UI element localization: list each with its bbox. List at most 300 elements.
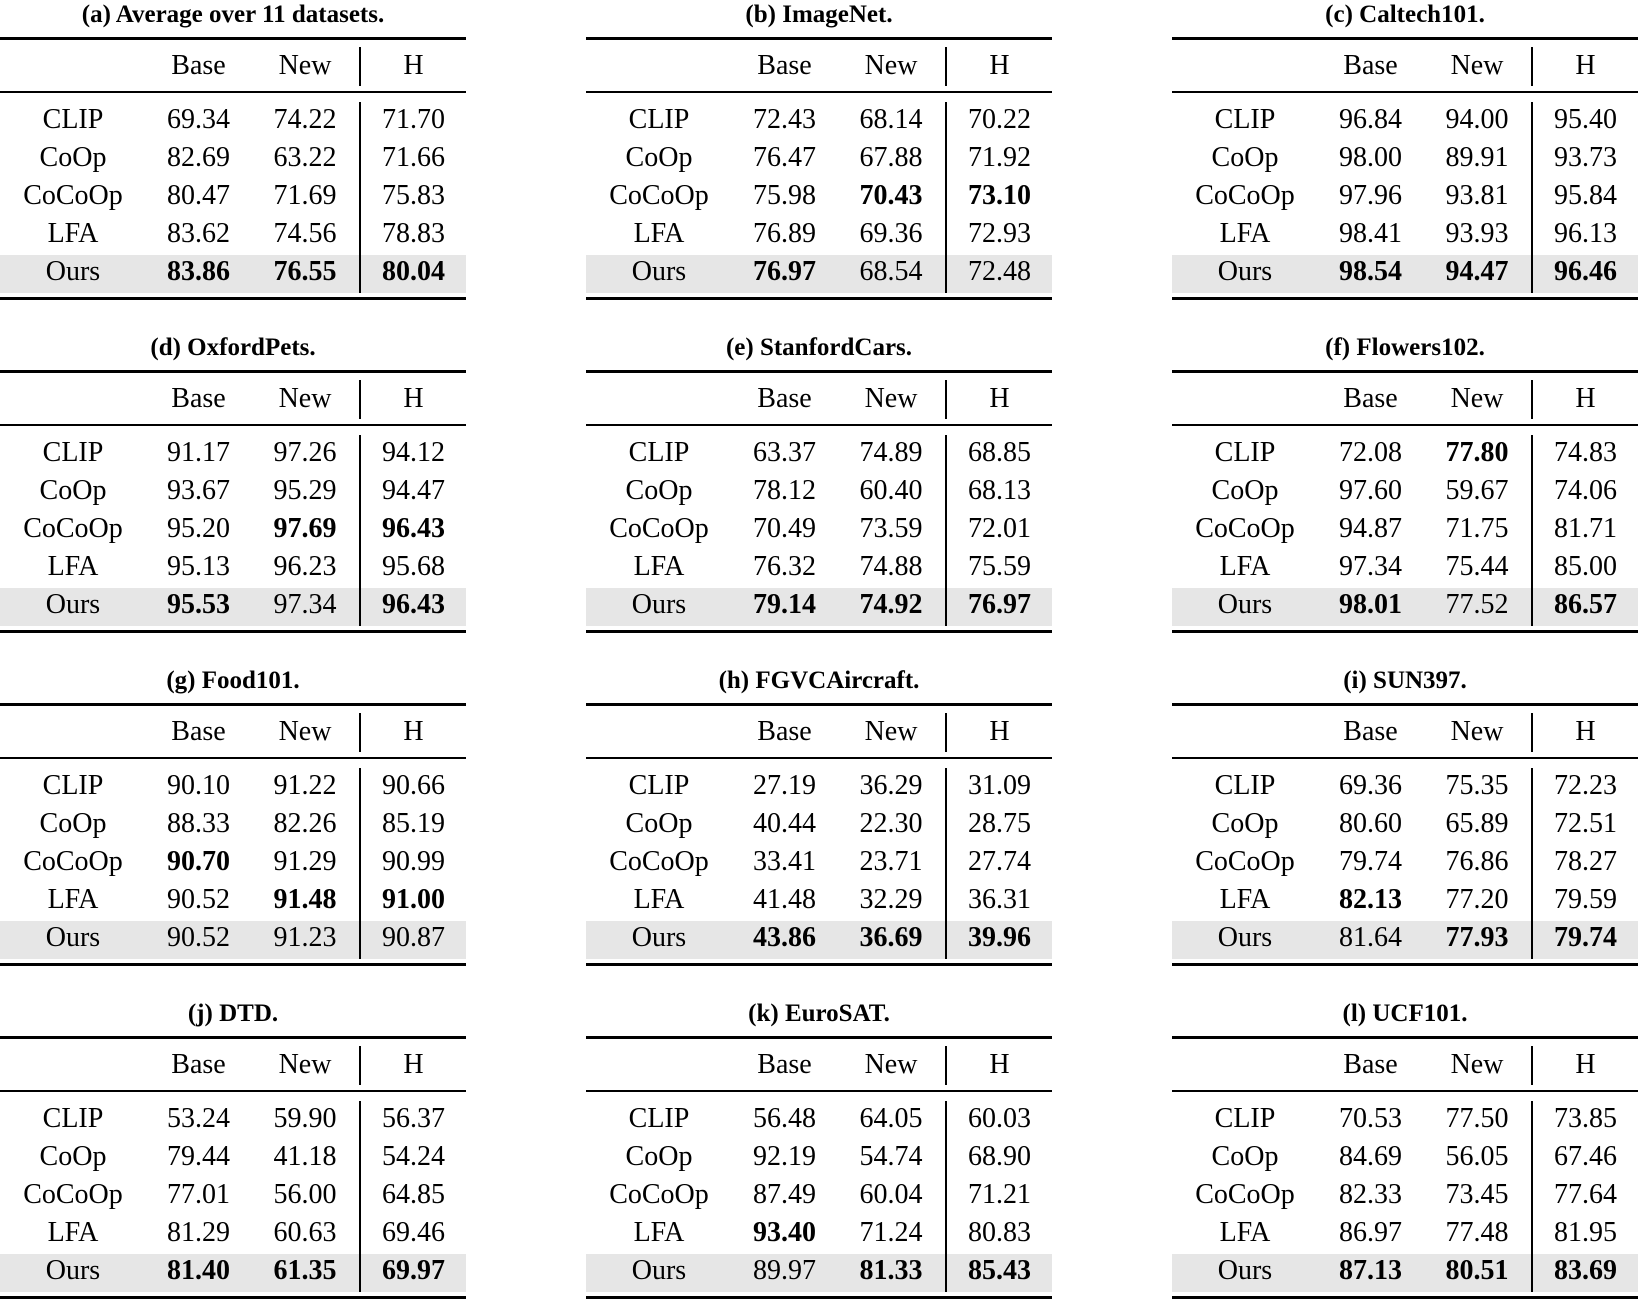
method-name: Ours [45,589,101,620]
score-cell: 91.17 [167,437,230,468]
method-name: CLIP [1214,770,1276,801]
method-name: CLIP [42,104,104,135]
score-cell: 96.23 [273,551,337,582]
score-cell: 90.70 [167,846,230,877]
method-name: CLIP [42,770,104,801]
score-cell: 96.43 [382,589,445,620]
results-table [0,999,466,1315]
score-cell: 68.54 [859,256,923,287]
score-cell: 43.86 [753,922,816,953]
table-caption: (k) EuroSAT. [748,1000,890,1027]
score-cell: 59.67 [1445,475,1509,506]
score-cell: 74.83 [1554,437,1617,468]
method-name: Ours [631,256,687,287]
method-name: CoOp [1211,475,1279,506]
method-name: LFA [47,1217,99,1248]
score-cell: 94.47 [1445,256,1509,287]
score-cell: 36.29 [859,770,923,801]
top-rule [0,370,466,373]
column-header: Base [757,1049,812,1080]
score-cell: 97.60 [1339,475,1402,506]
score-cell: 65.89 [1445,808,1509,839]
table-caption: (g) Food101. [166,667,300,694]
column-header: New [864,383,918,414]
table-caption: (l) UCF101. [1342,1000,1468,1027]
score-cell: 81.71 [1554,513,1617,544]
score-cell: 69.97 [382,1255,445,1286]
method-name: CoCoOp [609,180,709,211]
column-header: New [1450,716,1504,747]
column-header: New [278,1049,332,1080]
top-rule [1172,37,1638,40]
score-cell: 94.00 [1445,104,1509,135]
method-name: Ours [45,256,101,287]
score-cell: 87.13 [1339,1255,1402,1286]
score-cell: 77.01 [167,1179,230,1210]
column-header: New [864,50,918,81]
score-cell: 79.14 [753,589,816,620]
score-cell: 93.81 [1445,180,1509,211]
method-name: CoOp [1211,1141,1279,1172]
score-cell: 97.96 [1339,180,1402,211]
score-cell: 74.22 [273,104,337,135]
score-cell: 77.48 [1445,1217,1509,1248]
score-cell: 56.05 [1445,1141,1509,1172]
column-header: New [864,1049,918,1080]
score-cell: 56.48 [753,1103,816,1134]
score-cell: 76.97 [968,589,1031,620]
score-cell: 60.04 [859,1179,923,1210]
score-cell: 90.99 [382,846,445,877]
results-table [0,333,466,649]
score-cell: 76.97 [753,256,816,287]
score-cell: 86.57 [1554,589,1617,620]
results-table [1172,999,1638,1315]
results-table [586,333,1052,649]
score-cell: 78.12 [753,475,816,506]
results-table [1172,0,1638,316]
score-cell: 53.24 [167,1103,230,1134]
score-cell: 82.26 [273,808,337,839]
score-cell: 89.91 [1445,142,1509,173]
bottom-rule [0,630,466,633]
score-cell: 79.74 [1339,846,1402,877]
column-header: H [1575,50,1596,81]
score-cell: 95.40 [1554,104,1617,135]
method-name: CoOp [1211,808,1279,839]
column-header: New [864,716,918,747]
score-cell: 91.29 [273,846,337,877]
method-name: Ours [631,589,687,620]
score-cell: 67.88 [859,142,923,173]
header-rule [1172,424,1638,426]
score-cell: 73.10 [968,180,1031,211]
score-cell: 68.13 [968,475,1031,506]
score-cell: 77.50 [1445,1103,1509,1134]
score-cell: 72.08 [1339,437,1402,468]
method-name: LFA [47,551,99,582]
method-name: CoCoOp [609,513,709,544]
score-cell: 64.85 [382,1179,445,1210]
header-rule [0,91,466,93]
score-cell: 39.96 [968,922,1031,953]
method-name: CoCoOp [23,180,123,211]
score-cell: 96.46 [1554,256,1617,287]
column-header: H [1575,716,1596,747]
method-name: CLIP [628,437,690,468]
score-cell: 89.97 [753,1255,816,1286]
score-cell: 85.00 [1554,551,1617,582]
column-header: Base [757,716,812,747]
score-cell: 80.60 [1339,808,1402,839]
bottom-rule [0,1296,466,1299]
column-header: H [403,1049,424,1080]
method-name: CoCoOp [23,1179,123,1210]
table-caption: (e) StanfordCars. [725,334,913,361]
method-name: CLIP [1214,104,1276,135]
score-cell: 94.87 [1339,513,1402,544]
score-cell: 98.01 [1339,589,1402,620]
results-table [1172,333,1638,649]
score-cell: 90.87 [382,922,445,953]
method-name: CoCoOp [23,846,123,877]
score-cell: 61.35 [273,1255,337,1286]
column-header: New [278,716,332,747]
score-cell: 86.97 [1339,1217,1402,1248]
bottom-rule [1172,963,1638,966]
score-cell: 68.90 [968,1141,1031,1172]
score-cell: 71.75 [1445,513,1509,544]
score-cell: 95.13 [167,551,230,582]
score-cell: 79.74 [1554,922,1617,953]
score-cell: 97.34 [273,589,337,620]
score-cell: 68.14 [859,104,923,135]
score-cell: 98.41 [1339,218,1402,249]
method-name: Ours [631,922,687,953]
score-cell: 91.48 [273,884,337,915]
method-name: Ours [1217,1255,1273,1286]
score-cell: 23.71 [859,846,923,877]
score-cell: 70.53 [1339,1103,1402,1134]
score-cell: 95.20 [167,513,230,544]
column-header: H [1575,383,1596,414]
score-cell: 83.62 [167,218,230,249]
score-cell: 81.64 [1339,922,1402,953]
method-name: CoOp [1211,142,1279,173]
top-rule [0,703,466,706]
score-cell: 72.48 [968,256,1031,287]
column-header: H [403,716,424,747]
column-header: Base [1343,50,1398,81]
results-table [0,0,466,316]
score-cell: 95.29 [273,475,337,506]
score-cell: 92.19 [753,1141,816,1172]
score-cell: 77.52 [1445,589,1509,620]
top-rule [586,703,1052,706]
column-header: Base [1343,383,1398,414]
column-header: H [989,50,1010,81]
score-cell: 60.03 [968,1103,1031,1134]
top-rule [0,37,466,40]
score-cell: 59.90 [273,1103,337,1134]
column-header: Base [757,383,812,414]
score-cell: 98.00 [1339,142,1402,173]
column-header: H [989,1049,1010,1080]
score-cell: 76.55 [273,256,337,287]
score-cell: 73.85 [1554,1103,1617,1134]
score-cell: 71.70 [382,104,445,135]
top-rule [586,1036,1052,1039]
method-name: CoOp [39,1141,107,1172]
score-cell: 96.43 [382,513,445,544]
score-cell: 28.75 [968,808,1031,839]
score-cell: 78.27 [1554,846,1617,877]
method-name: CoOp [625,142,693,173]
top-rule [1172,703,1638,706]
column-header: New [278,383,332,414]
bottom-rule [586,963,1052,966]
column-header: H [989,383,1010,414]
method-name: CoOp [39,808,107,839]
score-cell: 64.05 [859,1103,923,1134]
score-cell: 41.18 [273,1141,337,1172]
score-cell: 93.93 [1445,218,1509,249]
column-header: H [989,716,1010,747]
score-cell: 91.22 [273,770,337,801]
header-rule [586,424,1052,426]
score-cell: 77.93 [1445,922,1509,953]
column-header: H [403,50,424,81]
score-cell: 54.74 [859,1141,923,1172]
score-cell: 90.52 [167,922,230,953]
score-cell: 41.48 [753,884,816,915]
score-cell: 88.33 [167,808,230,839]
score-cell: 69.36 [1339,770,1402,801]
bottom-rule [0,297,466,300]
score-cell: 97.34 [1339,551,1402,582]
header-rule [0,757,466,759]
table-caption: (d) OxfordPets. [150,334,316,361]
score-cell: 75.35 [1445,770,1509,801]
score-cell: 78.83 [382,218,445,249]
score-cell: 69.46 [382,1217,445,1248]
bottom-rule [586,1296,1052,1299]
method-name: CLIP [1214,437,1276,468]
method-name: LFA [633,551,685,582]
method-name: Ours [1217,922,1273,953]
method-name: CoOp [625,1141,693,1172]
score-cell: 90.66 [382,770,445,801]
bottom-rule [1172,1296,1638,1299]
score-cell: 81.33 [859,1255,923,1286]
method-name: CoCoOp [609,1179,709,1210]
score-cell: 80.47 [167,180,230,211]
score-cell: 60.63 [273,1217,337,1248]
score-cell: 72.51 [1554,808,1617,839]
method-name: CoOp [625,808,693,839]
method-name: Ours [45,922,101,953]
results-table [1172,666,1638,982]
score-cell: 56.00 [273,1179,337,1210]
method-name: CoOp [625,475,693,506]
score-cell: 27.19 [753,770,816,801]
method-name: LFA [47,218,99,249]
top-rule [0,1036,466,1039]
table-caption: (i) SUN397. [1343,667,1467,694]
score-cell: 70.43 [859,180,923,211]
results-table [0,666,466,982]
score-cell: 80.83 [968,1217,1031,1248]
score-cell: 91.23 [273,922,337,953]
column-header: New [1450,383,1504,414]
score-cell: 68.85 [968,437,1031,468]
score-cell: 71.92 [968,142,1031,173]
score-cell: 72.43 [753,104,816,135]
method-name: LFA [633,1217,685,1248]
score-cell: 82.13 [1339,884,1402,915]
score-cell: 93.40 [753,1217,816,1248]
score-cell: 76.32 [753,551,816,582]
header-rule [586,91,1052,93]
table-caption: (c) Caltech101. [1325,1,1485,28]
method-name: CoCoOp [1195,846,1295,877]
score-cell: 70.22 [968,104,1031,135]
method-name: LFA [1219,218,1271,249]
results-table [586,666,1052,982]
score-cell: 77.64 [1554,1179,1617,1210]
column-header: Base [171,1049,226,1080]
score-cell: 80.51 [1445,1255,1509,1286]
score-cell: 80.04 [382,256,445,287]
top-rule [586,37,1052,40]
method-name: CoCoOp [1195,513,1295,544]
score-cell: 83.86 [167,256,230,287]
column-header: New [1450,50,1504,81]
method-name: CoCoOp [23,513,123,544]
score-cell: 98.54 [1339,256,1402,287]
column-header: Base [757,50,812,81]
method-name: LFA [1219,884,1271,915]
score-cell: 79.44 [167,1141,230,1172]
table-caption: (h) FGVCAircraft. [718,667,920,694]
method-name: CoOp [39,475,107,506]
header-rule [0,424,466,426]
score-cell: 33.41 [753,846,816,877]
header-rule [1172,1090,1638,1092]
bottom-rule [0,963,466,966]
top-rule [1172,1036,1638,1039]
column-header: Base [1343,1049,1398,1080]
score-cell: 71.69 [273,180,337,211]
method-name: CLIP [628,104,690,135]
score-cell: 95.84 [1554,180,1617,211]
score-cell: 69.36 [859,218,923,249]
score-cell: 77.20 [1445,884,1509,915]
score-cell: 96.84 [1339,104,1402,135]
method-name: CLIP [42,437,104,468]
column-header: New [278,50,332,81]
table-caption: (a) Average over 11 datasets. [81,1,385,28]
score-cell: 56.37 [382,1103,445,1134]
table-caption: (b) ImageNet. [745,1,893,28]
score-cell: 91.00 [382,884,445,915]
column-header: H [1575,1049,1596,1080]
score-cell: 82.69 [167,142,230,173]
score-cell: 60.40 [859,475,923,506]
score-cell: 75.83 [382,180,445,211]
score-cell: 94.47 [382,475,445,506]
method-name: CoCoOp [1195,1179,1295,1210]
method-name: Ours [1217,256,1273,287]
score-cell: 74.88 [859,551,923,582]
score-cell: 90.52 [167,884,230,915]
column-header: H [403,383,424,414]
score-cell: 36.69 [859,922,923,953]
score-cell: 84.69 [1339,1141,1402,1172]
bottom-rule [1172,297,1638,300]
top-rule [586,370,1052,373]
method-name: Ours [631,1255,687,1286]
score-cell: 74.06 [1554,475,1617,506]
score-cell: 81.40 [167,1255,230,1286]
column-header: Base [171,716,226,747]
header-rule [1172,91,1638,93]
score-cell: 79.59 [1554,884,1617,915]
column-header: Base [1343,716,1398,747]
score-cell: 94.12 [382,437,445,468]
method-name: LFA [1219,1217,1271,1248]
column-header: Base [171,383,226,414]
method-name: CLIP [628,1103,690,1134]
score-cell: 96.13 [1554,218,1617,249]
score-cell: 95.68 [382,551,445,582]
score-cell: 74.92 [859,589,923,620]
method-name: CoCoOp [609,846,709,877]
column-header: New [1450,1049,1504,1080]
score-cell: 74.56 [273,218,337,249]
score-cell: 81.95 [1554,1217,1617,1248]
score-cell: 36.31 [968,884,1031,915]
method-name: LFA [633,884,685,915]
score-cell: 73.59 [859,513,923,544]
table-caption: (f) Flowers102. [1325,334,1485,361]
score-cell: 87.49 [753,1179,816,1210]
method-name: CLIP [1214,1103,1276,1134]
method-name: CLIP [628,770,690,801]
method-name: LFA [633,218,685,249]
method-name: Ours [1217,589,1273,620]
header-rule [0,1090,466,1092]
score-cell: 83.69 [1554,1255,1617,1286]
score-cell: 85.19 [382,808,445,839]
method-name: LFA [1219,551,1271,582]
header-rule [586,757,1052,759]
score-cell: 75.59 [968,551,1031,582]
results-table [586,999,1052,1315]
score-cell: 76.89 [753,218,816,249]
bottom-rule [1172,630,1638,633]
score-cell: 93.67 [167,475,230,506]
top-rule [1172,370,1638,373]
method-name: CLIP [42,1103,104,1134]
header-rule [1172,757,1638,759]
score-cell: 32.29 [859,884,923,915]
score-cell: 63.22 [273,142,337,173]
score-cell: 77.80 [1445,437,1509,468]
score-cell: 72.93 [968,218,1031,249]
score-cell: 72.01 [968,513,1031,544]
score-cell: 70.49 [753,513,816,544]
